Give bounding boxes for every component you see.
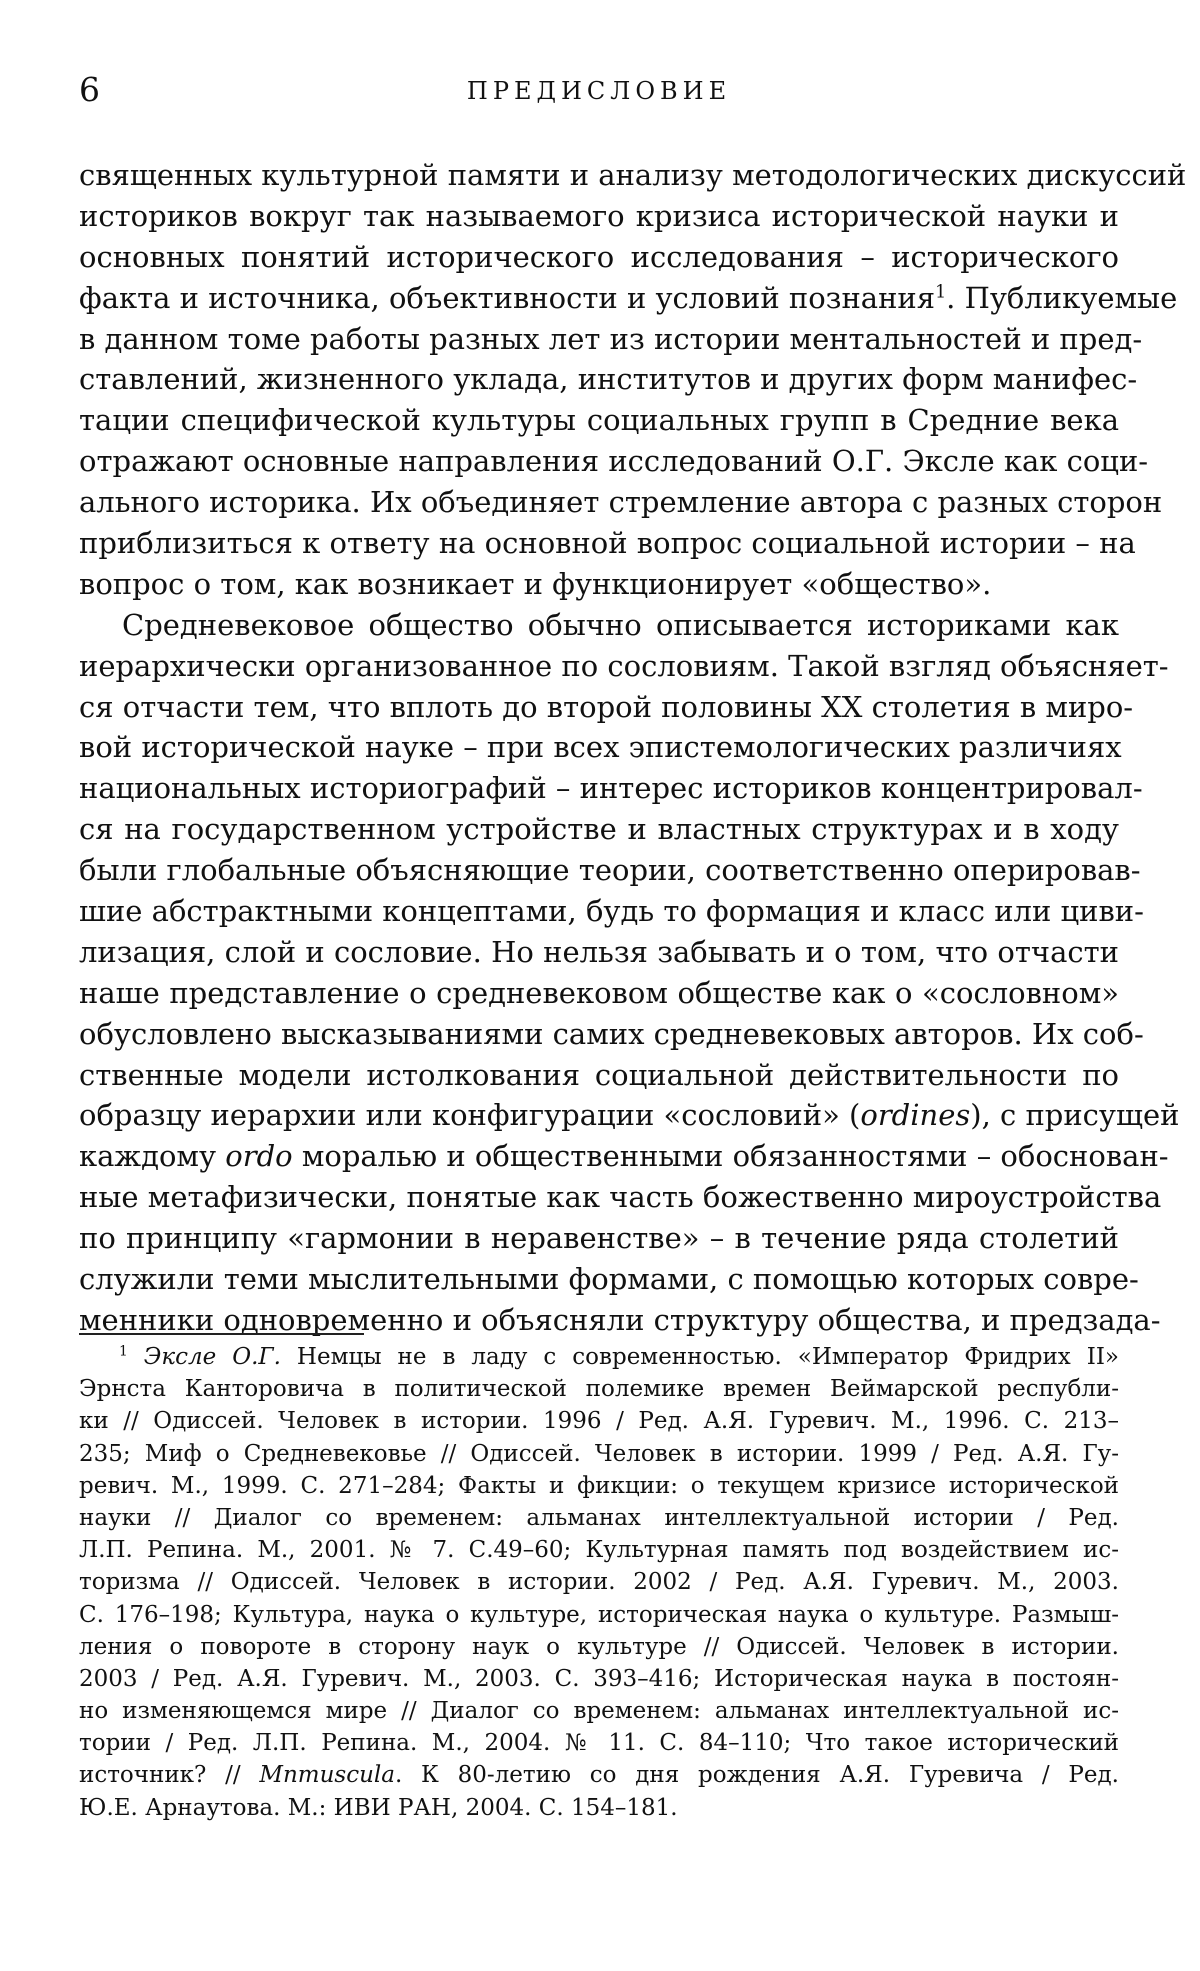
text-line: по принципу «гармонии в неравенстве» – в течение ряда столетий [79,1221,1119,1256]
text-line: вопрос о том, как возникает и функционирует «общество». [79,566,992,601]
footnote-line: Эрнста Канторовича в политической полемике времен Веймарской республи- [79,1376,1119,1403]
footnote-line: Л.П. Репина. М., 2001. № 7. С.49–60; Культурная память под воздействием ис- [79,1537,1119,1564]
footnote-line: 2003 / Ред. А.Я. Гуревич. М., 2003. С. 393–416; Историческая наука в постоян- [79,1665,1119,1692]
text-fragment: источник? // [79,1762,260,1789]
text-line: шие абстрактными концептами, будь то формация и класс или циви- [79,894,1144,929]
footnote-line: ревич. М., 1999. С. 271–284; Факты и фикции: о текущем кризисе исторической [79,1472,1119,1499]
footnote-reference: 1 [935,282,947,303]
italic-term: ordines [860,1098,971,1133]
text-line: приблизиться к ответу на основной вопрос социальной истории – на [79,526,1136,561]
text-line: вой исторической науке – при всех эпистемологических различиях [79,730,1122,765]
text-line: основных понятий исторического исследования – исторического [79,239,1119,274]
text-fragment: образцу иерархии или конфигурации «сословий» ( [79,1098,861,1133]
text-line: менники одновременно и объясняли структуру общества, и предзада- [79,1302,1161,1337]
footnote-line: торизма // Одиссей. Человек в истории. 2002 / Ред. А.Я. Гуревич. М., 2003. [79,1569,1119,1596]
text-fragment: факта и источника, объективности и условий познания [79,280,936,315]
text-line: священных культурной памяти и анализу методологических дискуссий [79,158,1187,192]
footnote-line: тории / Ред. Л.П. Репина. М., 2004. № 11. С. 84–110; Что такое исторический [79,1730,1119,1757]
main-text [79,155,1187,1341]
text-line: ственные модели истолкования социальной действительности по [79,1057,1119,1092]
text-line: историков вокруг так называемого кризиса исторической науки и [79,198,1119,233]
text-line: ные метафизически, понятые как часть божественно мироустройства [79,1180,1162,1215]
footnote-divider [79,1333,364,1335]
text-line: обусловлено высказываниями самих средневековых авторов. Их соб- [79,1016,1144,1051]
footnote-line: Ю.Е. Арнаутова. М.: ИВИ РАН, 2004. С. 154–181. [79,1794,678,1821]
text-line: в данном томе работы разных лет из истории ментальностей и пред- [79,321,1143,356]
footnote-line: С. 176–198; Культура, наука о культуре, историческая наука о культуре. Размыш- [79,1601,1119,1628]
footnote-line: науки // Диалог со временем: альманах интеллектуальной истории / Ред. [79,1504,1119,1531]
footnote-marker: 1 [119,1343,128,1360]
text-line: наше представление о средневековом обществе как о «сословном» [79,975,1119,1010]
footnote-line: 235; Миф о Средневековье // Одиссей. Человек в истории. 1999 / Ред. А.Я. Гу- [79,1440,1119,1467]
footnote-line [79,1759,1119,1791]
running-head: ПРЕДИСЛОВИЕ [466,77,732,105]
text-fragment: Немцы не в ладу с современностью. «Император Фридрих II» [280,1344,1119,1370]
text-line [79,1136,1169,1177]
text-line: тации специфической культуры социальных групп в Средние века [79,403,1119,438]
text-line: служили теми мыслительными формами, с помощью которых совре- [79,1262,1139,1297]
text-fragment: ), с присущей [970,1098,1180,1133]
text-fragment: каждому [79,1139,226,1174]
italic-term: ordo [225,1139,293,1174]
text-fragment: . К 80-летию со дня рождения А.Я. Гуревича / Ред. [394,1762,1119,1789]
text-line: лизация, слой и сословие. Но нельзя забывать и о том, что отчасти [79,934,1119,969]
footnote-author: Эксле О.Г. [143,1344,281,1370]
footnote-line: ки // Одиссей. Человек в истории. 1996 / Ред. А.Я. Гуревич. М., 1996. С. 213– [79,1408,1119,1435]
text-line [79,278,1178,319]
text-line: были глобальные объясняющие теории, соответственно оперировав- [79,853,1141,888]
footnotes [79,1341,1119,1824]
text-line: ставлений, жизненного уклада, институтов и других форм манифес- [79,362,1138,397]
text-line: отражают основные направления исследований О.Г. Эксле как соци- [79,444,1149,479]
text-line: ального историка. Их объединяет стремление автора с разных сторон [79,485,1163,520]
text-line: национальных историографий – интерес историков концентрировал- [79,771,1143,806]
footnote-line [79,1341,1119,1373]
text-line: ся отчасти тем, что вплоть до второй половины XX столетия в миро- [79,689,1134,724]
page-header [79,70,1119,110]
text-line [79,1095,1180,1136]
text-line: иерархически организованное по сословиям. Такой взгляд объясняет- [79,648,1169,683]
footnote-line: но изменяющемся мире // Диалог со временем: альманах интеллектуальной ис- [79,1698,1119,1725]
text-line: ся на государственном устройстве и властных структурах и в ходу [79,812,1119,847]
footnote-line: ления о повороте в сторону наук о культуре // Одиссей. Человек в истории. [79,1633,1119,1660]
page-number: 6 [79,70,100,109]
text-fragment: моралью и общественными обязанностями – обоснован- [292,1139,1169,1174]
italic-term: Mnmuscula [259,1762,395,1789]
text-line: Средневековое общество обычно описывается историками как [122,607,1119,642]
text-fragment: . Публикуемые [946,280,1178,315]
